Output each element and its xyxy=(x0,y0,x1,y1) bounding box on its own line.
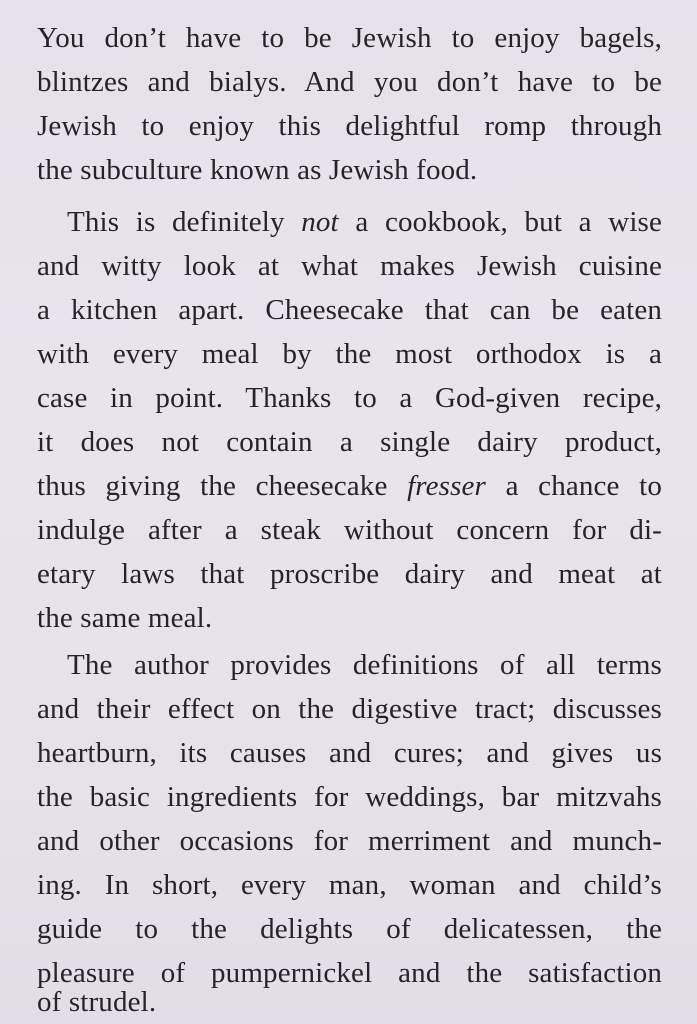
text-line: indulge after a steak without concern for di- xyxy=(37,514,662,546)
text-line: the same meal. xyxy=(37,602,213,634)
text-line: The author provides definitions of all terms xyxy=(67,649,662,681)
text-line: pleasure of pumpernickel and the satisfaction xyxy=(37,957,662,989)
text-line: with every meal by the most orthodox is a xyxy=(37,338,662,370)
italic-emphasis: not xyxy=(301,206,339,238)
text-line: and witty look at what makes Jewish cuisine xyxy=(37,250,662,282)
text-line: case in point. Thanks to a God-given recipe, xyxy=(37,382,662,414)
text-line: and their effect on the digestive tract; discusses xyxy=(37,693,662,725)
text-line: the subculture known as Jewish food. xyxy=(37,154,478,186)
text-line: You don’t have to be Jewish to enjoy bagels, xyxy=(37,22,662,54)
text-line: blintzes and bialys. And you don’t have to be xyxy=(37,66,662,98)
text-line: heartburn, its causes and cures; and gives us xyxy=(37,737,662,769)
text-line: it does not contain a single dairy product, xyxy=(37,426,662,458)
text-line: and other occasions for merriment and munch- xyxy=(37,825,662,857)
text-line xyxy=(37,464,662,508)
text-run: a chance to xyxy=(485,470,662,502)
italic-emphasis: fresser xyxy=(407,470,486,502)
text-line xyxy=(67,200,662,244)
text-run: This is definitely xyxy=(67,206,302,238)
text-run: thus giving the cheesecake xyxy=(37,470,408,502)
text-line: of strudel. xyxy=(37,986,157,1018)
text-line: etary laws that proscribe dairy and meat at xyxy=(37,558,662,590)
text-run: a cookbook, but a wise xyxy=(338,206,662,238)
text-line: the basic ingredients for weddings, bar mitzvahs xyxy=(37,781,662,813)
text-line: a kitchen apart. Cheesecake that can be eaten xyxy=(37,294,662,326)
text-line: guide to the delights of delicatessen, the xyxy=(37,913,662,945)
text-line: Jewish to enjoy this delightful romp through xyxy=(37,110,662,142)
text-line: ing. In short, every man, woman and child’s xyxy=(37,869,662,901)
